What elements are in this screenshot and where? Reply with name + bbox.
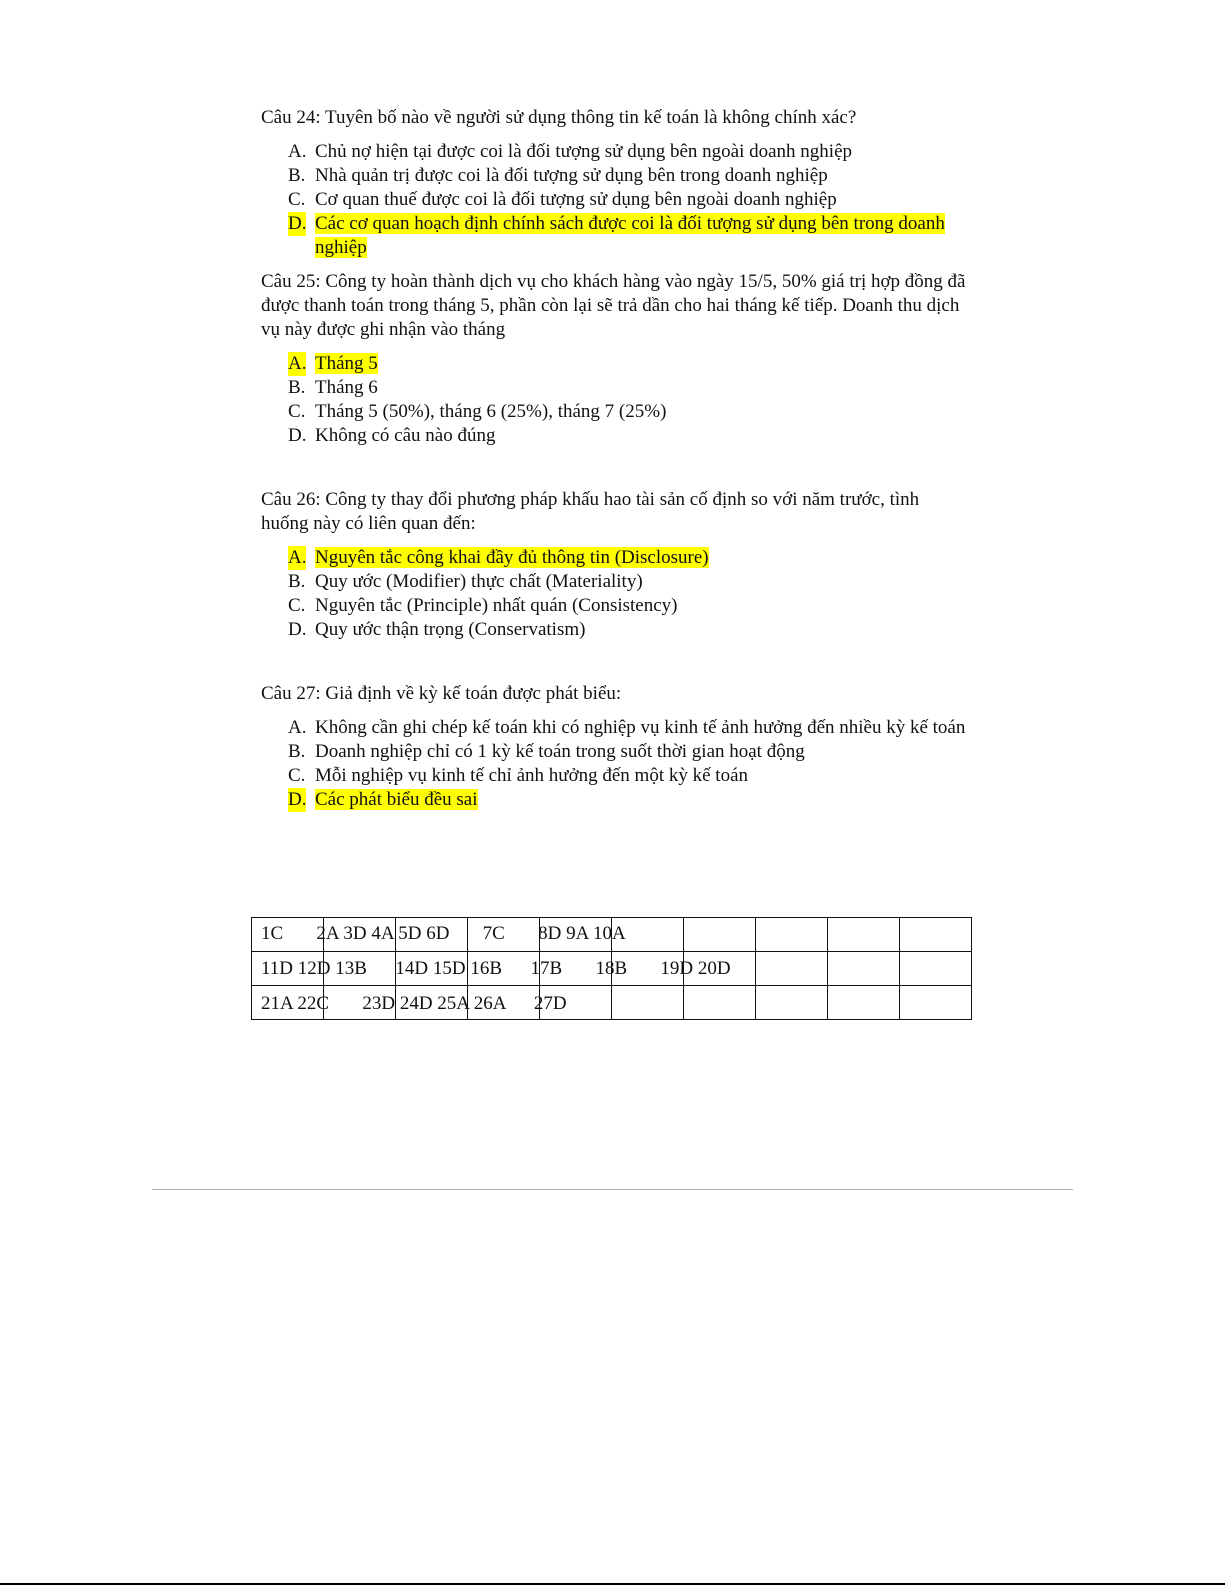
option-letter: B.: [288, 571, 306, 592]
option-c: [261, 764, 971, 788]
question-25: [261, 270, 971, 448]
options-list: [261, 140, 971, 260]
options-list: [261, 546, 971, 642]
answer-key-row-2: 11D 12D 13B 14D 15D 16B 17B 18B 19D 20D: [261, 958, 731, 979]
option-d: [261, 618, 971, 642]
question-26: [261, 488, 971, 642]
option-text-highlighted: Tháng 5: [315, 353, 378, 374]
option-letter: C.: [288, 765, 306, 786]
option-a: [261, 352, 971, 376]
option-letter: D.: [288, 213, 307, 234]
options-list: [261, 352, 971, 448]
option-letter: A.: [288, 141, 307, 162]
option-a: [261, 546, 971, 570]
option-letter: C.: [288, 401, 306, 422]
option-text: Quy ước (Modifier) thực chất (Materiality): [315, 571, 643, 592]
option-letter: B.: [288, 165, 306, 186]
option-c: [261, 594, 971, 618]
option-text: Không có câu nào đúng: [315, 425, 496, 446]
question-27: [261, 682, 971, 812]
option-a: [261, 716, 971, 740]
question-text: Câu 27: Giả định về kỳ kế toán được phát biểu:: [261, 683, 622, 704]
option-text: Mỗi nghiệp vụ kinh tế chỉ ảnh hưởng đến một kỳ kế toán: [315, 765, 749, 786]
option-letter: C.: [288, 595, 306, 616]
option-c: [261, 400, 971, 424]
option-text: Quy ước thận trọng (Conservatism): [315, 619, 586, 640]
option-text: Chủ nợ hiện tại được coi là đối tượng sử dụng bên ngoài doanh nghiệp: [315, 141, 853, 162]
option-letter: D.: [288, 789, 307, 810]
option-d: [261, 788, 971, 812]
option-text: Nhà quản trị được coi là đối tượng sử dụng bên trong doanh nghiệp: [315, 165, 828, 186]
question-text: Câu 25: Công ty hoàn thành dịch vụ cho khách hàng vào ngày 15/5, 50% giá trị hợp đồng đã được thanh toán trong tháng 5, phần còn lại sẽ trả dần cho hai tháng kế tiếp. Doanh thu dịch vụ này được ghi nhận vào tháng: [261, 271, 966, 340]
question-text: Câu 24: Tuyên bố nào về người sử dụng thông tin kế toán là không chính xác?: [261, 107, 857, 128]
page-divider: [152, 1189, 1073, 1190]
option-letter: B.: [288, 741, 306, 762]
option-d: [261, 424, 971, 448]
answer-key-row-1: 1C 2A 3D 4A 5D 6D 7C 8D 9A 10A: [261, 923, 626, 944]
option-text: Tháng 6: [315, 377, 378, 398]
option-text: Cơ quan thuế được coi là đối tượng sử dụng bên ngoài doanh nghiệp: [315, 189, 837, 210]
option-text-highlighted: Các phát biểu đều sai: [315, 789, 478, 810]
option-d: [261, 212, 971, 260]
option-b: [261, 740, 971, 764]
question-text: Câu 26: Công ty thay đổi phương pháp khấu hao tài sản cố định so với năm trước, tình huống này có liên quan đến:: [261, 489, 920, 534]
option-text: Tháng 5 (50%), tháng 6 (25%), tháng 7 (25%): [315, 401, 667, 422]
question-24: [261, 106, 971, 260]
option-text: Doanh nghiệp chỉ có 1 kỳ kế toán trong suốt thời gian hoạt động: [315, 741, 805, 762]
options-list: [261, 716, 971, 812]
option-b: [261, 164, 971, 188]
option-text-highlighted: Nguyên tắc công khai đầy đủ thông tin (Disclosure): [315, 547, 709, 568]
option-text: Nguyên tắc (Principle) nhất quán (Consistency): [315, 595, 678, 616]
option-a: [261, 140, 971, 164]
option-text-highlighted: Các cơ quan hoạch định chính sách được coi là đối tượng sử dụng bên trong doanh nghiệp: [315, 213, 945, 258]
option-letter: A.: [288, 547, 307, 568]
answer-key-row-3: 21A 22C 23D 24D 25A 26A 27D: [261, 993, 567, 1014]
document-body: [261, 106, 971, 822]
option-text: Không cần ghi chép kế toán khi có nghiệp vụ kinh tế ảnh hưởng đến nhiều kỳ kế toán: [315, 717, 966, 738]
option-letter: D.: [288, 619, 307, 640]
option-letter: A.: [288, 353, 307, 374]
option-c: [261, 188, 971, 212]
option-letter: A.: [288, 717, 307, 738]
option-b: [261, 570, 971, 594]
option-letter: D.: [288, 425, 307, 446]
option-b: [261, 376, 971, 400]
option-letter: C.: [288, 189, 306, 210]
option-letter: B.: [288, 377, 306, 398]
